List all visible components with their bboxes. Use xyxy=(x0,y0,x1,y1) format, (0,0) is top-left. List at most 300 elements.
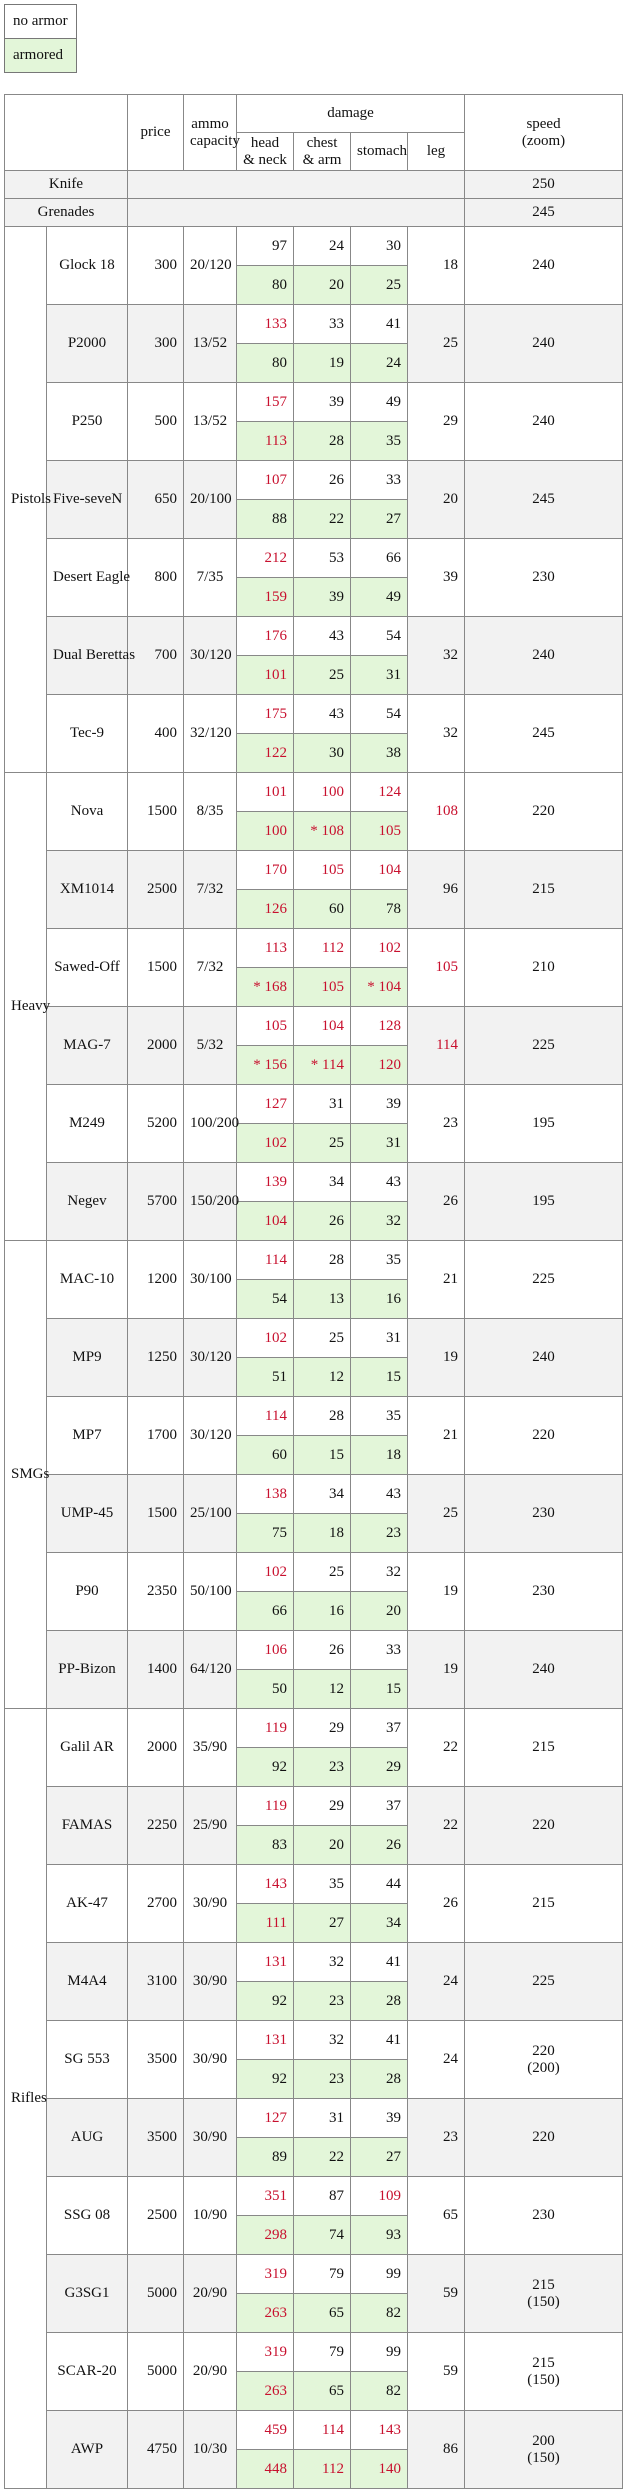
weapon-price: 1700 xyxy=(128,1397,184,1475)
weapon-speed xyxy=(465,773,623,851)
weapon-price: 4750 xyxy=(128,2411,184,2489)
damage-head-no-armor: 114 xyxy=(237,1241,294,1280)
damage-stomach-armored: 140 xyxy=(351,2450,408,2489)
damage-chest-no-armor: 39 xyxy=(294,383,351,422)
damage-chest-no-armor: 26 xyxy=(294,461,351,500)
damage-leg: 21 xyxy=(408,1241,465,1319)
legend-no-armor: no armor xyxy=(5,5,77,39)
damage-stomach-no-armor: 99 xyxy=(351,2333,408,2372)
damage-head-armored: 100 xyxy=(237,812,294,851)
damage-stomach-no-armor: 66 xyxy=(351,539,408,578)
weapon-speed-value: 215 xyxy=(532,1739,555,1755)
weapon-row xyxy=(5,1007,623,1046)
damage-leg: 25 xyxy=(408,305,465,383)
damage-leg: 20 xyxy=(408,461,465,539)
damage-chest-no-armor: 31 xyxy=(294,2099,351,2138)
damage-head-no-armor: 175 xyxy=(237,695,294,734)
damage-leg: 22 xyxy=(408,1709,465,1787)
weapon-name: P250 xyxy=(47,383,128,461)
damage-head-no-armor: 107 xyxy=(237,461,294,500)
weapon-price: 2500 xyxy=(128,851,184,929)
weapon-row xyxy=(5,851,623,890)
damage-stomach-no-armor: 104 xyxy=(351,851,408,890)
weapon-name: P2000 xyxy=(47,305,128,383)
header-head xyxy=(237,133,294,171)
damage-stomach-armored: 38 xyxy=(351,734,408,773)
damage-chest-no-armor: 34 xyxy=(294,1475,351,1514)
damage-chest-no-armor: 100 xyxy=(294,773,351,812)
damage-chest-no-armor: 79 xyxy=(294,2255,351,2294)
header-chest xyxy=(294,133,351,171)
weapon-name: MAC-10 xyxy=(47,1241,128,1319)
damage-stomach-no-armor: 31 xyxy=(351,1319,408,1358)
weapon-name: Desert Eagle xyxy=(47,539,128,617)
weapon-ammo: 25/100 xyxy=(184,1475,237,1553)
weapon-price: 1400 xyxy=(128,1631,184,1709)
damage-head-no-armor: 127 xyxy=(237,1085,294,1124)
weapon-speed-value: 225 xyxy=(532,1973,555,1989)
damage-chest-armored: * 114 xyxy=(294,1046,351,1085)
weapon-ammo: 35/90 xyxy=(184,1709,237,1787)
weapon-speed-value: 210 xyxy=(532,959,555,975)
weapon-ammo: 5/32 xyxy=(184,1007,237,1085)
damage-head-armored: 104 xyxy=(237,1202,294,1241)
weapon-row xyxy=(5,1631,623,1670)
damage-head-no-armor: 319 xyxy=(237,2333,294,2372)
category-label: SMGs xyxy=(5,1241,47,1709)
damage-chest-armored: 12 xyxy=(294,1670,351,1709)
utility-speed: 245 xyxy=(465,199,623,227)
damage-chest-no-armor: 26 xyxy=(294,1631,351,1670)
weapon-price: 1500 xyxy=(128,773,184,851)
weapon-row xyxy=(5,1943,623,1982)
header-speed-line2: (zoom) xyxy=(521,132,566,149)
weapon-ammo: 30/120 xyxy=(184,1397,237,1475)
weapon-price: 3500 xyxy=(128,2099,184,2177)
damage-head-no-armor: 157 xyxy=(237,383,294,422)
damage-head-armored: 263 xyxy=(237,2372,294,2411)
damage-head-armored: * 156 xyxy=(237,1046,294,1085)
damage-stomach-armored: 26 xyxy=(351,1826,408,1865)
damage-chest-no-armor: 87 xyxy=(294,2177,351,2216)
damage-leg: 21 xyxy=(408,1397,465,1475)
damage-leg: 26 xyxy=(408,1865,465,1943)
damage-stomach-no-armor: 39 xyxy=(351,1085,408,1124)
weapon-ammo: 20/90 xyxy=(184,2255,237,2333)
weapon-ammo: 30/100 xyxy=(184,1241,237,1319)
damage-chest-armored: 105 xyxy=(294,968,351,1007)
header-head-line1: head xyxy=(250,134,280,151)
damage-head-no-armor: 351 xyxy=(237,2177,294,2216)
damage-stomach-no-armor: 99 xyxy=(351,2255,408,2294)
damage-stomach-no-armor: 33 xyxy=(351,461,408,500)
weapon-speed-value: 225 xyxy=(532,1037,555,1053)
weapon-name: PP-Bizon xyxy=(47,1631,128,1709)
weapon-speed-value: 220 xyxy=(532,2042,555,2059)
weapon-price: 3500 xyxy=(128,2021,184,2099)
damage-stomach-armored: 82 xyxy=(351,2294,408,2333)
damage-chest-armored: 27 xyxy=(294,1904,351,1943)
damage-stomach-armored: 15 xyxy=(351,1358,408,1397)
damage-chest-no-armor: 35 xyxy=(294,1865,351,1904)
damage-chest-no-armor: 33 xyxy=(294,305,351,344)
damage-stomach-armored: 34 xyxy=(351,1904,408,1943)
weapon-speed-value: 225 xyxy=(532,1271,555,1287)
damage-stomach-armored: 28 xyxy=(351,1982,408,2021)
weapon-speed-value: 230 xyxy=(532,2207,555,2223)
damage-chest-armored: 112 xyxy=(294,2450,351,2489)
weapon-row xyxy=(5,2177,623,2216)
weapon-row xyxy=(5,305,623,344)
damage-stomach-no-armor: 41 xyxy=(351,1943,408,1982)
damage-leg: 59 xyxy=(408,2333,465,2411)
weapon-speed xyxy=(465,695,623,773)
header-chest-line2: & arm xyxy=(302,151,342,168)
weapon-ammo: 10/90 xyxy=(184,2177,237,2255)
weapon-ammo: 20/90 xyxy=(184,2333,237,2411)
header-leg: leg xyxy=(408,133,465,171)
weapon-speed xyxy=(465,227,623,305)
weapon-name: SCAR-20 xyxy=(47,2333,128,2411)
weapon-row xyxy=(5,2021,623,2060)
damage-head-armored: 113 xyxy=(237,422,294,461)
weapon-speed xyxy=(465,1475,623,1553)
damage-stomach-armored: 31 xyxy=(351,656,408,695)
utility-empty xyxy=(128,171,465,199)
weapon-speed-value: 195 xyxy=(532,1193,555,1209)
weapon-speed-value: 220 xyxy=(532,2129,555,2145)
damage-chest-no-armor: 112 xyxy=(294,929,351,968)
damage-leg: 19 xyxy=(408,1553,465,1631)
legend-table xyxy=(4,4,77,73)
damage-head-no-armor: 119 xyxy=(237,1709,294,1748)
weapon-name: Sawed-Off xyxy=(47,929,128,1007)
damage-leg: 24 xyxy=(408,2021,465,2099)
damage-chest-armored: 74 xyxy=(294,2216,351,2255)
damage-stomach-no-armor: 37 xyxy=(351,1787,408,1826)
weapon-row xyxy=(5,1787,623,1826)
weapon-row xyxy=(5,2411,623,2450)
damage-chest-armored: 26 xyxy=(294,1202,351,1241)
damage-head-armored: 89 xyxy=(237,2138,294,2177)
weapon-speed-zoom: (150) xyxy=(527,2371,560,2388)
weapon-price: 2000 xyxy=(128,1007,184,1085)
weapon-price: 1500 xyxy=(128,1475,184,1553)
damage-leg: 96 xyxy=(408,851,465,929)
damage-chest-armored: 30 xyxy=(294,734,351,773)
weapon-speed-value: 240 xyxy=(532,1661,555,1677)
weapon-speed-value: 240 xyxy=(532,413,555,429)
damage-chest-armored: 60 xyxy=(294,890,351,929)
damage-leg: 59 xyxy=(408,2255,465,2333)
weapon-row xyxy=(5,1709,623,1748)
damage-stomach-no-armor: 128 xyxy=(351,1007,408,1046)
damage-stomach-armored: 32 xyxy=(351,1202,408,1241)
weapon-speed xyxy=(465,383,623,461)
category-label: Pistols xyxy=(5,227,47,773)
damage-head-no-armor: 119 xyxy=(237,1787,294,1826)
damage-head-armored: 75 xyxy=(237,1514,294,1553)
weapon-price: 2700 xyxy=(128,1865,184,1943)
damage-chest-armored: 20 xyxy=(294,1826,351,1865)
damage-chest-no-armor: 29 xyxy=(294,1709,351,1748)
damage-stomach-armored: 27 xyxy=(351,500,408,539)
weapon-ammo: 30/90 xyxy=(184,1865,237,1943)
damage-chest-armored: 23 xyxy=(294,2060,351,2099)
damage-chest-armored: 23 xyxy=(294,1748,351,1787)
utility-name: Knife xyxy=(5,171,128,199)
damage-stomach-no-armor: 33 xyxy=(351,1631,408,1670)
weapon-ammo: 32/120 xyxy=(184,695,237,773)
damage-leg: 39 xyxy=(408,539,465,617)
weapon-ammo: 13/52 xyxy=(184,383,237,461)
weapon-ammo: 30/90 xyxy=(184,1943,237,2021)
damage-stomach-no-armor: 102 xyxy=(351,929,408,968)
weapon-speed xyxy=(465,539,623,617)
damage-leg: 114 xyxy=(408,1007,465,1085)
damage-head-armored: * 168 xyxy=(237,968,294,1007)
damage-head-armored: 92 xyxy=(237,2060,294,2099)
weapon-price: 650 xyxy=(128,461,184,539)
damage-stomach-armored: 20 xyxy=(351,1592,408,1631)
header-ammo-line1: ammo xyxy=(191,115,229,132)
weapon-ammo: 8/35 xyxy=(184,773,237,851)
damage-chest-no-armor: 43 xyxy=(294,617,351,656)
damage-chest-no-armor: 114 xyxy=(294,2411,351,2450)
weapon-speed xyxy=(465,1085,623,1163)
damage-stomach-armored: 31 xyxy=(351,1124,408,1163)
damage-chest-armored: 20 xyxy=(294,266,351,305)
weapon-speed xyxy=(465,1553,623,1631)
weapon-row xyxy=(5,1241,623,1280)
weapon-speed-value: 245 xyxy=(532,725,555,741)
weapon-row xyxy=(5,1475,623,1514)
damage-chest-armored: 22 xyxy=(294,500,351,539)
damage-head-no-armor: 143 xyxy=(237,1865,294,1904)
weapon-speed xyxy=(465,1631,623,1709)
damage-chest-no-armor: 79 xyxy=(294,2333,351,2372)
damage-head-armored: 80 xyxy=(237,344,294,383)
damage-leg: 23 xyxy=(408,2099,465,2177)
damage-stomach-armored: 25 xyxy=(351,266,408,305)
weapon-name: AUG xyxy=(47,2099,128,2177)
weapon-ammo: 25/90 xyxy=(184,1787,237,1865)
damage-chest-armored: 65 xyxy=(294,2294,351,2333)
damage-stomach-no-armor: 143 xyxy=(351,2411,408,2450)
header-price: price xyxy=(128,95,184,171)
damage-chest-no-armor: 34 xyxy=(294,1163,351,1202)
weapon-price: 2350 xyxy=(128,1553,184,1631)
damage-chest-armored: 16 xyxy=(294,1592,351,1631)
weapon-speed xyxy=(465,1397,623,1475)
weapon-row xyxy=(5,2255,623,2294)
damage-head-armored: 122 xyxy=(237,734,294,773)
weapon-speed xyxy=(465,2333,623,2411)
damage-stomach-no-armor: 109 xyxy=(351,2177,408,2216)
damage-stomach-no-armor: 124 xyxy=(351,773,408,812)
weapon-price: 400 xyxy=(128,695,184,773)
damage-chest-armored: 18 xyxy=(294,1514,351,1553)
weapon-name: SSG 08 xyxy=(47,2177,128,2255)
damage-head-armored: 54 xyxy=(237,1280,294,1319)
weapon-row xyxy=(5,617,623,656)
weapon-speed xyxy=(465,1007,623,1085)
damage-chest-armored: 39 xyxy=(294,578,351,617)
damage-head-no-armor: 114 xyxy=(237,1397,294,1436)
damage-stomach-no-armor: 30 xyxy=(351,227,408,266)
weapon-speed xyxy=(465,2021,623,2099)
damage-stomach-armored: 78 xyxy=(351,890,408,929)
weapon-price: 3100 xyxy=(128,1943,184,2021)
weapon-ammo: 7/32 xyxy=(184,851,237,929)
weapon-row xyxy=(5,1319,623,1358)
utility-empty xyxy=(128,199,465,227)
damage-stomach-no-armor: 32 xyxy=(351,1553,408,1592)
header-speed-line1: speed xyxy=(526,115,561,132)
table-header xyxy=(5,95,623,171)
weapon-price: 5000 xyxy=(128,2255,184,2333)
weapon-speed xyxy=(465,2411,623,2489)
weapon-speed xyxy=(465,1865,623,1943)
weapon-speed-value: 220 xyxy=(532,1427,555,1443)
weapon-name: SG 553 xyxy=(47,2021,128,2099)
damage-stomach-no-armor: 44 xyxy=(351,1865,408,1904)
weapon-speed-value: 245 xyxy=(532,491,555,507)
table-body xyxy=(5,171,623,2489)
weapon-price: 2000 xyxy=(128,1709,184,1787)
damage-head-no-armor: 176 xyxy=(237,617,294,656)
damage-chest-no-armor: 25 xyxy=(294,1553,351,1592)
damage-head-no-armor: 138 xyxy=(237,1475,294,1514)
damage-stomach-no-armor: 41 xyxy=(351,2021,408,2060)
damage-stomach-no-armor: 39 xyxy=(351,2099,408,2138)
damage-chest-armored: 25 xyxy=(294,1124,351,1163)
weapon-ammo: 30/90 xyxy=(184,2099,237,2177)
category-label: Heavy xyxy=(5,773,47,1241)
damage-head-no-armor: 102 xyxy=(237,1319,294,1358)
weapon-ammo: 13/52 xyxy=(184,305,237,383)
damage-head-armored: 51 xyxy=(237,1358,294,1397)
damage-chest-no-armor: 32 xyxy=(294,1943,351,1982)
header-blank xyxy=(5,95,128,171)
weapon-speed-value: 230 xyxy=(532,569,555,585)
weapon-ammo: 20/100 xyxy=(184,461,237,539)
utility-row xyxy=(5,199,623,227)
weapon-row xyxy=(5,2333,623,2372)
weapon-name: Five-seveN xyxy=(47,461,128,539)
damage-stomach-armored: 24 xyxy=(351,344,408,383)
weapon-row xyxy=(5,461,623,500)
weapon-speed xyxy=(465,1241,623,1319)
damage-chest-armored: 23 xyxy=(294,1982,351,2021)
weapon-row xyxy=(5,1865,623,1904)
damage-leg: 19 xyxy=(408,1319,465,1397)
weapon-ammo: 7/35 xyxy=(184,539,237,617)
weapon-speed-value: 215 xyxy=(532,1895,555,1911)
damage-stomach-no-armor: 35 xyxy=(351,1241,408,1280)
damage-head-no-armor: 212 xyxy=(237,539,294,578)
damage-leg: 108 xyxy=(408,773,465,851)
weapon-speed xyxy=(465,617,623,695)
damage-head-no-armor: 97 xyxy=(237,227,294,266)
damage-leg: 23 xyxy=(408,1085,465,1163)
damage-leg: 105 xyxy=(408,929,465,1007)
damage-head-armored: 102 xyxy=(237,1124,294,1163)
weapon-row xyxy=(5,929,623,968)
weapon-name: M249 xyxy=(47,1085,128,1163)
damage-leg: 29 xyxy=(408,383,465,461)
weapon-ammo: 7/32 xyxy=(184,929,237,1007)
weapon-speed-value: 230 xyxy=(532,1583,555,1599)
weapon-name: MP9 xyxy=(47,1319,128,1397)
damage-chest-armored: 22 xyxy=(294,2138,351,2177)
damage-chest-armored: 12 xyxy=(294,1358,351,1397)
weapon-ammo: 100/200 xyxy=(184,1085,237,1163)
utility-speed: 250 xyxy=(465,171,623,199)
weapon-speed xyxy=(465,1709,623,1787)
weapon-name: Galil AR xyxy=(47,1709,128,1787)
weapon-speed-value: 220 xyxy=(532,1817,555,1833)
damage-head-armored: 126 xyxy=(237,890,294,929)
header-ammo-line2: capacity xyxy=(190,132,240,149)
legend-armored: armored xyxy=(5,39,77,73)
damage-head-armored: 101 xyxy=(237,656,294,695)
weapon-name: Glock 18 xyxy=(47,227,128,305)
damage-stomach-armored: 16 xyxy=(351,1280,408,1319)
weapon-price: 5000 xyxy=(128,2333,184,2411)
weapon-name: Dual Berettas xyxy=(47,617,128,695)
weapon-name: XM1014 xyxy=(47,851,128,929)
weapon-price: 5700 xyxy=(128,1163,184,1241)
damage-head-no-armor: 319 xyxy=(237,2255,294,2294)
weapon-ammo: 50/100 xyxy=(184,1553,237,1631)
damage-head-armored: 83 xyxy=(237,1826,294,1865)
weapon-price: 500 xyxy=(128,383,184,461)
weapon-speed-value: 195 xyxy=(532,1115,555,1131)
damage-head-no-armor: 131 xyxy=(237,2021,294,2060)
weapon-name: MP7 xyxy=(47,1397,128,1475)
damage-head-armored: 298 xyxy=(237,2216,294,2255)
weapon-price: 1250 xyxy=(128,1319,184,1397)
weapon-name: M4A4 xyxy=(47,1943,128,2021)
weapon-speed xyxy=(465,929,623,1007)
weapon-name: P90 xyxy=(47,1553,128,1631)
damage-chest-armored: 15 xyxy=(294,1436,351,1475)
weapon-row xyxy=(5,773,623,812)
damage-chest-no-armor: 104 xyxy=(294,1007,351,1046)
weapon-speed xyxy=(465,851,623,929)
weapon-name: Tec-9 xyxy=(47,695,128,773)
weapon-name: G3SG1 xyxy=(47,2255,128,2333)
damage-chest-armored: 25 xyxy=(294,656,351,695)
weapon-row xyxy=(5,1397,623,1436)
weapon-price: 5200 xyxy=(128,1085,184,1163)
header-chest-line1: chest xyxy=(306,134,338,151)
weapon-price: 1200 xyxy=(128,1241,184,1319)
weapon-speed-zoom: (150) xyxy=(527,2449,560,2466)
damage-chest-no-armor: 29 xyxy=(294,1787,351,1826)
weapon-row xyxy=(5,1553,623,1592)
header-damage: damage xyxy=(237,95,465,133)
damage-head-armored: 92 xyxy=(237,1748,294,1787)
weapon-speed xyxy=(465,305,623,383)
weapon-row xyxy=(5,383,623,422)
damage-head-armored: 111 xyxy=(237,1904,294,1943)
damage-head-armored: 263 xyxy=(237,2294,294,2333)
damage-head-armored: 159 xyxy=(237,578,294,617)
damage-head-armored: 50 xyxy=(237,1670,294,1709)
weapon-speed-value: 230 xyxy=(532,1505,555,1521)
